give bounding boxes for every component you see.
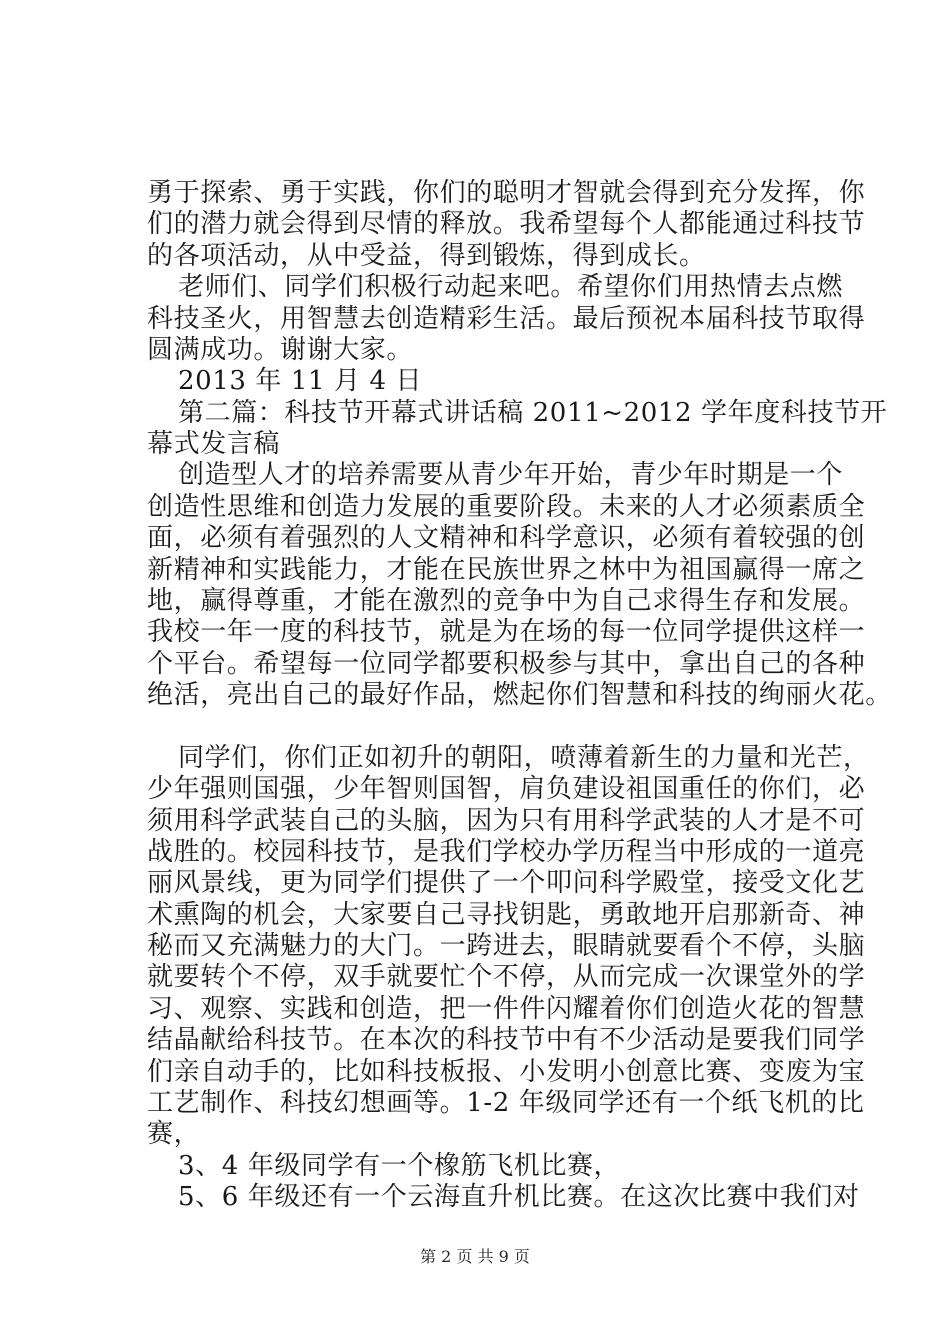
section-heading-cont: 幕式发言稿	[147, 429, 281, 459]
text-line: 结晶献给科技节。在本次的科技节中有不少活动是要我们同学	[147, 1025, 866, 1056]
text-line: 地，赢得尊重，才能在激烈的竞争中为自己求得生存和发展。	[147, 585, 866, 616]
text-line: 须用科学武装自己的头脑，因为只有用科学武装的人才是不可	[147, 805, 866, 836]
text-line: 就要转个不停，双手就要忙个不停，从而完成一次课堂外的学	[147, 962, 866, 993]
section-heading: 第二篇：科技节开幕式讲话稿 2011~2012 学年度科技节开	[178, 397, 888, 428]
text-line: 5、6 年级还有一个云海直升机比赛。在这次比赛中我们对	[178, 1182, 860, 1212]
page-footer: 第 2 页 共 9 页	[420, 1247, 530, 1266]
text-line: 勇于探索、勇于实践，你们的聪明才智就会得到充分发挥，你	[147, 178, 866, 208]
text-line: 个平台。希望每一位同学都要积极参与其中，拿出自己的各种	[147, 648, 866, 679]
text-line: 创造型人才的培养需要从青少年开始，青少年时期是一个	[178, 460, 844, 491]
text-line: 秘而又充满魅力的大门。一跨进去，眼睛就要看个不停，头脑	[147, 931, 866, 961]
text-line: 科技圣火，用智慧去创造精彩生活。最后预祝本届科技节取得	[147, 303, 866, 334]
text-line: 新精神和实践能力，才能在民族世界之林中为祖国赢得一席之	[147, 554, 866, 585]
text-line: 面，必须有着强烈的人文精神和科学意识，必须有着较强的创	[147, 523, 866, 554]
text-line: 同学们，你们正如初升的朝阳，喷薄着新生的力量和光芒，	[178, 742, 870, 773]
date-line: 2013 年 11 月 4 日	[178, 366, 423, 397]
text-line: 少年强则国强，少年智则国智，肩负建设祖国重任的你们，必	[147, 774, 866, 805]
text-line: 们亲自动手的，比如科技板报、小发明小创意比赛、变废为宝	[147, 1056, 866, 1087]
text-line: 圆满成功。谢谢大家。	[147, 334, 414, 365]
text-line: 赛，	[147, 1119, 201, 1150]
text-line: 习、观察、实践和创造，把一件件闪耀着你们创造火花的智慧	[147, 993, 866, 1024]
text-line: 我校一年一度的科技节，就是为在场的每一位同学提供这样一	[147, 617, 866, 648]
text-line: 术熏陶的机会，大家要自己寻找钥匙，勇敢地开启那新奇、神	[147, 899, 866, 930]
text-line: 的各项活动，从中受益，得到锻炼，得到成长。	[147, 240, 706, 271]
text-line: 丽风景线，更为同学们提供了一个叩问科学殿堂，接受文化艺	[147, 868, 866, 899]
text-line: 们的潜力就会得到尽情的释放。我希望每个人都能通过科技节	[147, 209, 866, 240]
text-line: 创造性思维和创造力发展的重要阶段。未来的人才必须素质全	[147, 491, 866, 522]
text-line: 3、4 年级同学有一个橡筋飞机比赛，	[178, 1150, 621, 1181]
text-line: 工艺制作、科技幻想画等。1-2 年级同学还有一个纸飞机的比	[147, 1087, 865, 1118]
text-line: 老师们、同学们积极行动起来吧。希望你们用热情去点燃	[178, 272, 844, 303]
text-line: 绝活，亮出自己的最好作品，燃起你们智慧和科技的绚丽火花。	[147, 680, 892, 710]
text-line: 战胜的。校园科技节，是我们学校办学历程当中形成的一道亮	[147, 836, 866, 867]
